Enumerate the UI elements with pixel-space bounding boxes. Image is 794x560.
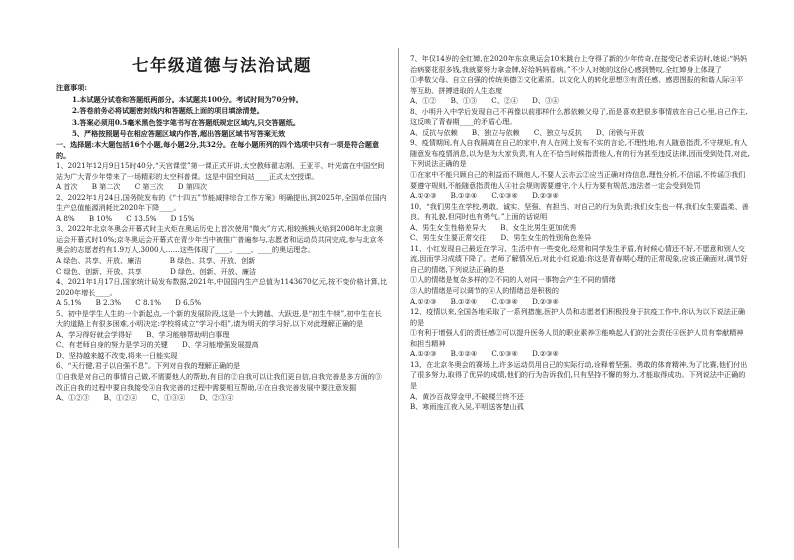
question-options: C 绿色、创新、开放、共享 D 绿色、创新、开放、廉洁 — [56, 266, 257, 276]
question-options: A.①②③ B.①②④ C.①③④ D.②③④ — [410, 296, 559, 306]
question-text: 4、2021年1月17日,国家统计局发布数据,2021年,中国国内生产总值为1143670亿元,按不变价格计算,比2020年增长____。 — [56, 277, 388, 297]
question-options: A.①②③ B.①②④ C.①③④ D.②③④ — [410, 349, 559, 359]
question-options: A、男生女生性格差异大 B、女生比男生更加优秀 — [410, 222, 577, 232]
note-item: 5、严格按照题号在相应答题区域内作答,超出答题区域书写答案无效 — [72, 129, 286, 139]
column-divider — [398, 48, 399, 548]
question-options: A 8% B 10% C 13.5% D 15% — [56, 213, 195, 223]
question-options: C、男生女生要正常交往 D、男生女生的性别角色差异 — [410, 233, 592, 243]
question-text: 9、疫情期间,有人自我隔离在自己的家中,有人在网上发布不实的言论,不理性地,有人随意指责,不守规矩,有人随意发布疫情消息,以为是为大家负责,有人在不恰当时候指责他人,有的行为甚至违反法律,因而受到处罚,对此,下列说法正确的是 — [410, 138, 750, 169]
question-text: ①自我是对自己的事情自己做,不需要他人的帮助,有目的②自我可以让我们更自信,自我完善是多方面的③改正自我的过程中要自我接受④自我完善的过程中需要相互帮助,④在自我完善发展中要注意发掘 — [56, 372, 382, 392]
left-column — [56, 140, 388, 404]
notes-heading: 注意事项: — [56, 83, 87, 92]
question-text: 10、“我们男生在学校,勇敢、诚实、坚强、有担当、对自己的行为负责;我们女生也一样,我们女生要温柔、善良、有礼貌,但同时也有勇气。”上面的话说明 — [410, 201, 749, 222]
question-text: ③人的情绪是可以调节的④人的情绪总是积极的 — [410, 286, 559, 296]
question-text: 13、在北京冬奥会的赛场上,许多运动员用自己的实际行动,诠释着坚强、勇敢的体育精神,为了比赛,他们付出了很多努力,取得了优异的成绩,他们的行为告诉我们,只有坚持不懈的努力,才能取得成功。下列说法中正确的是 — [410, 359, 748, 390]
notes-block — [56, 82, 388, 140]
question-text: 11、小红发现自己最近在学习、生活中有一些变化,经常和同学发生矛盾,有时候心情还不好,不愿意和别人交流,因而学习成绩下降了。老师了解情况后,对此小红说道:你这是青春期心理的正常现象,应该正确面对,调节好自己的情绪,下列说法正确的是 — [410, 243, 748, 274]
question-options: A、①② B、①③ C、②④ D、③④ — [410, 96, 560, 106]
question-options: C、有老师自身的努力是学习的关键 D、学习能增强发展提高 — [56, 340, 259, 350]
question-text: 1、2021年12月9日15时40分,“天宫课堂”第一课正式开讲,太空教师翟志刚、王亚平、叶光富在中国空间站为广大青少年带来了一场精彩的太空科普课。这是中国空间站____正式太空授课。 — [56, 161, 385, 181]
question-options: A、黄沙百战穿金甲,不破楼兰终不还 — [410, 391, 524, 401]
question-options: B、寒雨连江夜入吴,平明送客楚山孤 — [410, 402, 524, 412]
note-item: 3.答案必须用0.5毫米黑色签字笔书写在答题纸规定区域内,只交答题纸。 — [72, 117, 300, 127]
question-options: A 首次 B 第二次 C 第三次 D 第四次 — [56, 182, 208, 192]
question-text: ①人的情绪是复杂多样的②不同的人对同一事物会产生不同的情绪 — [410, 275, 616, 285]
exam-title: 七年级道德与法治试题 — [132, 56, 312, 75]
note-item: 1.本试题分试卷和答题纸两部分。本试题共100分。考试时间为70分钟。 — [72, 94, 303, 104]
note-item: 2.答卷前务必将试题密封线内和答题纸上面的项目填涂清楚。 — [72, 106, 264, 116]
question-text: 12、疫情以来,全国各地采取了一系列措施,医护人员和志愿者们积极投身于抗疫工作中,你认为以下说法正确的是 — [410, 307, 746, 327]
question-options: A 绿色、共享、开放、廉洁 B 绿色、共享、开放、创新 — [56, 256, 256, 266]
question-options: A 5.1% B 2.3% C 8.1% D 6.5% — [56, 298, 202, 308]
question-text: ①孝敬父母、自立自强的传统美德②文化素质、以文化人的转化思想③有责任感、感恩图报的和谐人际④平等互助、拼搏进取的人生态度 — [410, 75, 744, 95]
question-text: ①在家中不能只顾自己的利益而不顾他人,不要人云亦云②应当正确对待信息,理性分析,不信谣,不传谣③我们要遵守规则,不能随意指责他人④社会规则需要遵守,个人行为要有规范,违法者一定会受到处罚 — [410, 170, 746, 190]
question-options: D、坚持越来越不改变,将来一日能实现 — [56, 350, 178, 360]
question-text: 8、小明升入中学后发现自己不再像以前那样什么都依赖父母了,而是喜欢把很多事情放在自己心里,自己作主,这反映了青春期____的矛盾心理。 — [410, 106, 748, 127]
question-options: A、①②③ B、①②④ C、①③④ D、②③④ — [56, 393, 234, 403]
question-text: 2、2022年1月24日,国务院发布的《“十四五”节能减排综合工作方案》明确提出,到2025年,全国单位国内生产总值能源消耗比2020年下降____。 — [56, 192, 387, 213]
question-text: ①有利于增强人们的责任感②可以提升医务人员的职业素养③能唤起人们的社会责任④医护人员有奉献精神和担当精神 — [410, 328, 744, 348]
question-options: A、反抗与依赖 B、独立与依赖 C、独立与反抗 D、闭锁与开放 — [410, 127, 645, 137]
right-column — [410, 54, 750, 413]
question-text: 3、2022年北京冬奥会开幕式时主火炬在奥运历史上首次使用“微火”方式,相较熊熊火焰到2008年北京奥运会开幕式时10%;京冬奥运会开幕式在青少年当中被推广普遍参与,志愿者和运动员共同完成,参与北京冬奥会的志愿者约有1.9万人,3000人……这些体现了____、____、____的奥运理念。 — [56, 224, 384, 255]
question-text: 5、初中是学生人生的一个新起点,一个新的发展阶段,这是一个大跨越、大跃进,是“初生牛犊”,初中生在长大的道路上有很多困难,小明决定:学校将成立“学习小组”,请为明天的学习好,以下对此理解正确的是 — [56, 308, 382, 329]
question-text: 6、“天行健,君子以自强不息”。下列对自我的理解正确的是 — [56, 361, 241, 371]
question-text: 7、年仅14岁的全红婵,在2020年东京奥运会10米跳台上夺得了新的少年传奇,在接受记者采访时,她说:“妈妈治病要花很多钱,我就要努力拿金牌,好给妈妈看病。”不少人对她的这份心感到赞叹,全红婵身上体现了 — [410, 54, 748, 74]
question-options: A.①②③ B.①②④ C.①③④ D.②③④ — [410, 191, 559, 201]
question-options: A、学习得好就会学得好 B、学习能够帮助明白事理 — [56, 329, 230, 339]
section-heading: 一、选择题:本大题包括16个小题,每小题2分,共32分。在每小题所列的四个选项中只有一项是符合题意的。 — [56, 140, 380, 160]
